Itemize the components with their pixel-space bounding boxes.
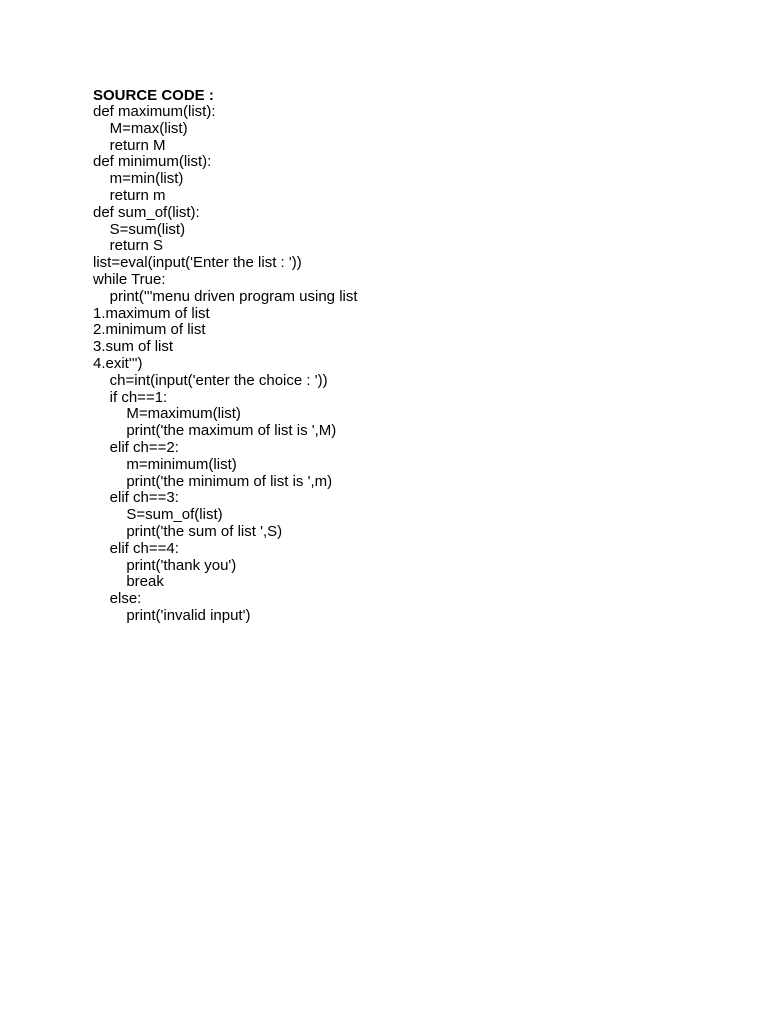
code-line: if ch==1: <box>93 388 168 406</box>
code-line: elif ch==4: <box>93 539 179 557</box>
code-line: while True: <box>93 270 166 288</box>
code-line: 3.sum of list <box>93 338 174 356</box>
code-line: S=sum(list) <box>93 220 186 238</box>
code-line: 2.minimum of list <box>93 321 206 339</box>
code-line: print('the sum of list ',S) <box>93 522 283 540</box>
code-line: M=maximum(list) <box>93 405 241 423</box>
code-line: 1.maximum of list <box>93 304 210 322</box>
code-line: def minimum(list): <box>93 153 212 171</box>
code-line: S=sum_of(list) <box>93 506 223 524</box>
code-line: def maximum(list): <box>93 103 216 120</box>
code-line: print('invalid input') <box>93 606 251 624</box>
code-line: break <box>93 573 164 591</box>
code-line: m=min(list) <box>93 170 184 188</box>
code-line: M=max(list) <box>93 119 188 137</box>
code-line: def sum_of(list): <box>93 203 200 221</box>
code-line: print('the minimum of list is ',m) <box>93 472 333 490</box>
code-line: elif ch==2: <box>93 438 179 456</box>
code-line: elif ch==3: <box>93 489 179 507</box>
code-line: list=eval(input('Enter the list : ')) <box>93 254 302 272</box>
code-line: return S <box>93 237 164 255</box>
source-code-block <box>93 87 358 625</box>
code-line: m=minimum(list) <box>93 455 237 473</box>
code-line: else: <box>93 590 142 608</box>
code-line: 4.exit''') <box>93 354 143 372</box>
code-line: return m <box>93 186 166 204</box>
code-line: return M <box>93 136 166 154</box>
code-line: print('thank you') <box>93 556 237 574</box>
code-line: ch=int(input('enter the choice : ')) <box>93 371 328 389</box>
source-code-heading: SOURCE CODE : <box>93 87 214 104</box>
code-line: print('the maximum of list is ',M) <box>93 422 337 440</box>
code-line: print('''menu driven program using list <box>93 287 358 305</box>
